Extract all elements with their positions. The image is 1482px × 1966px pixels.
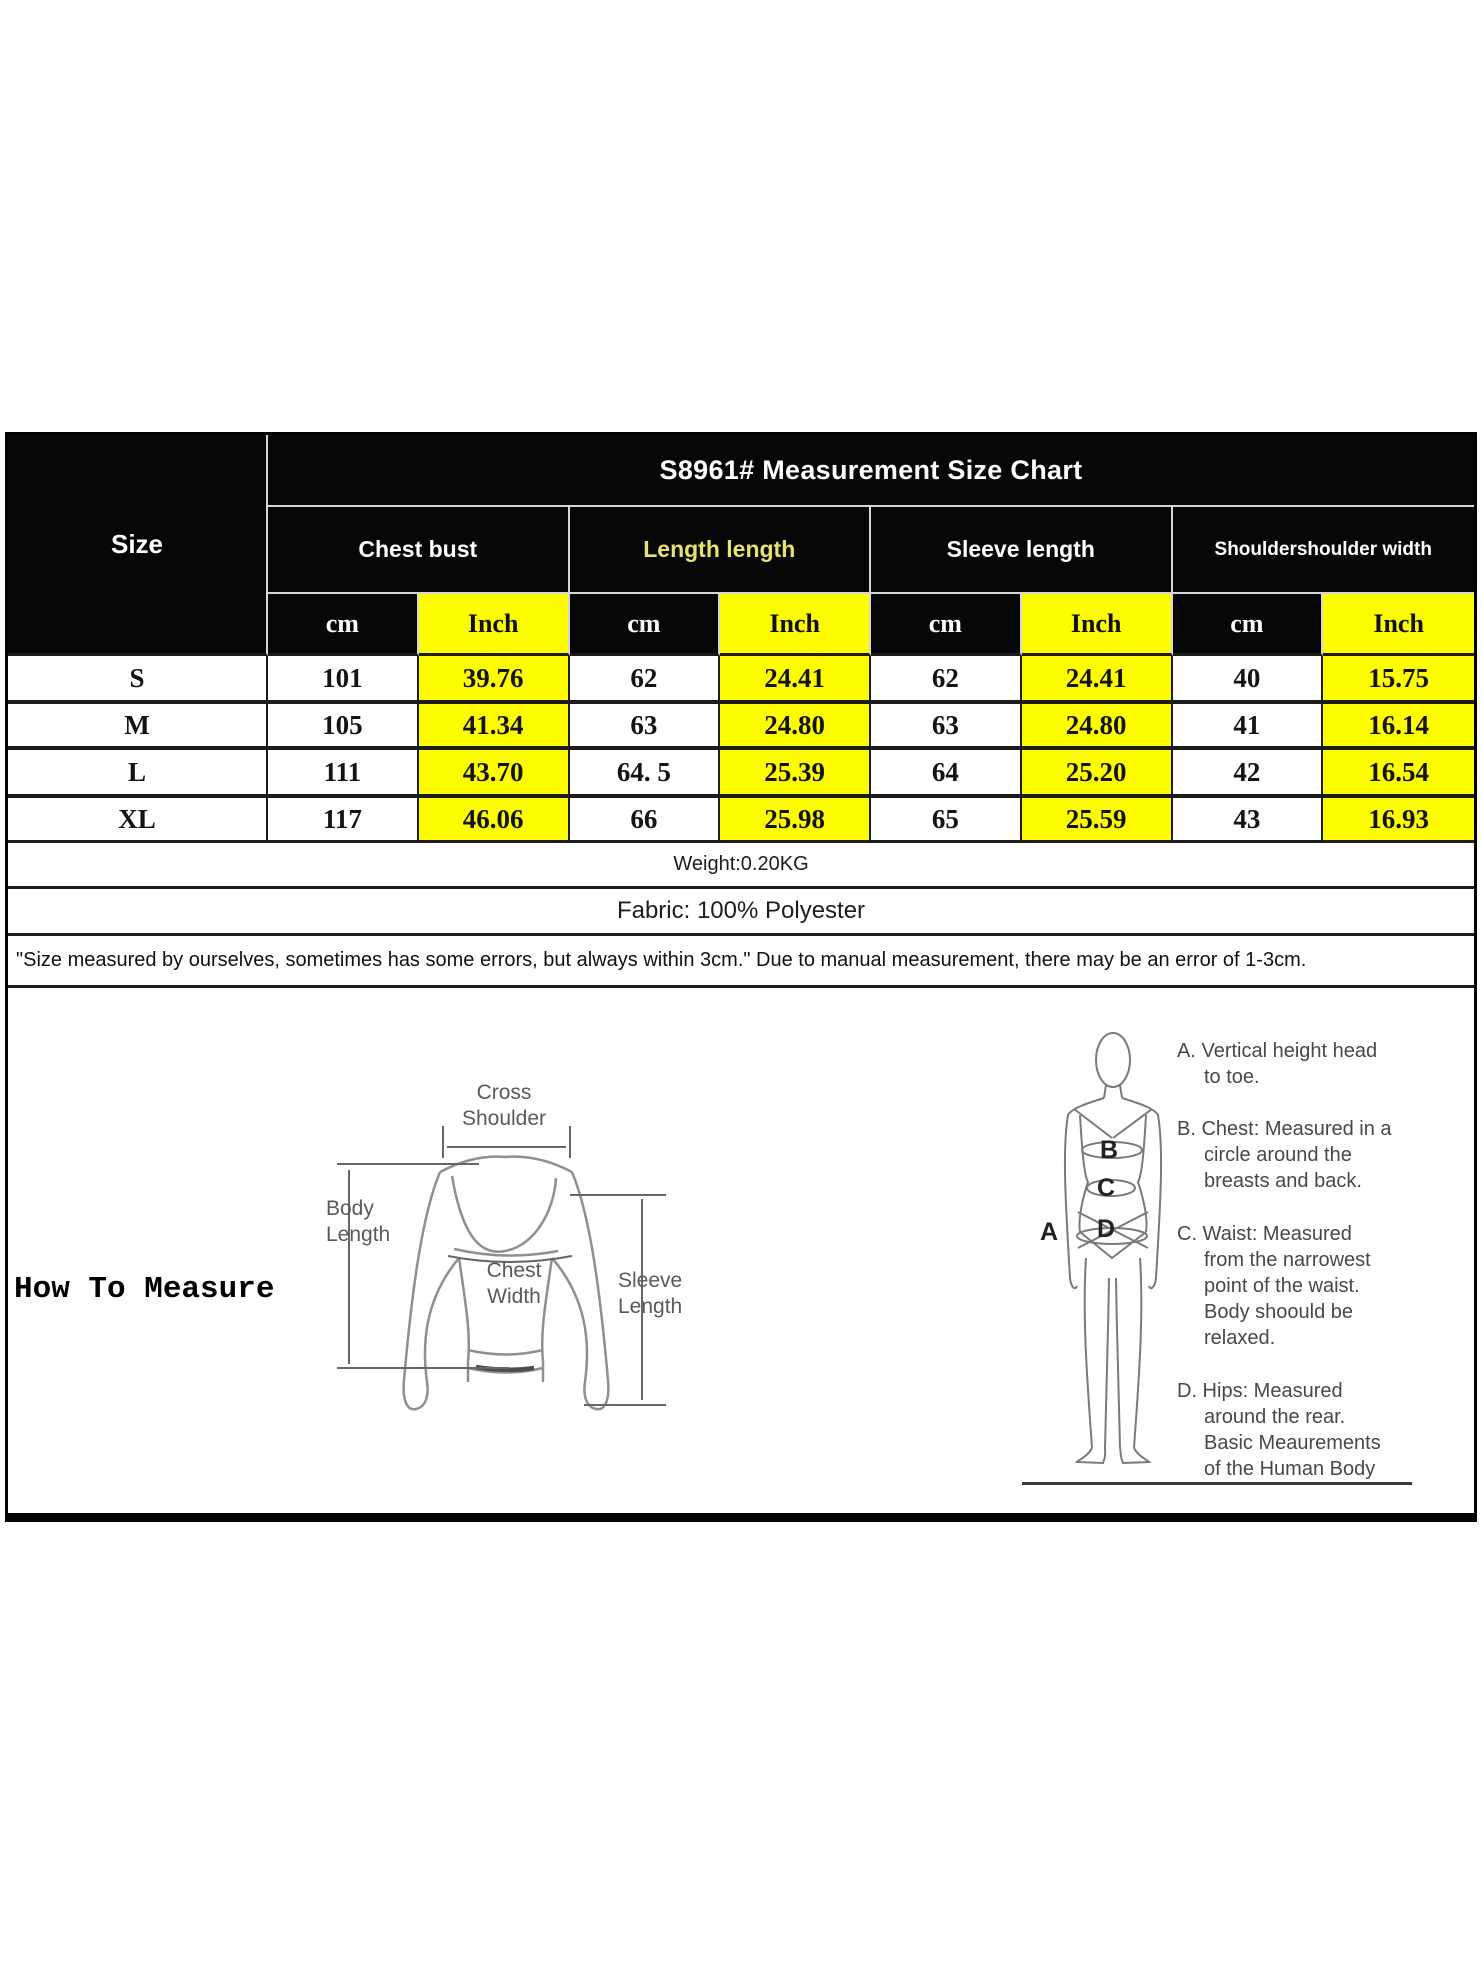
figure-letter-a: A: [1040, 1218, 1059, 1246]
how-to-measure-section: [8, 988, 1474, 1513]
table-cell: 62: [570, 656, 721, 704]
column-group-length: Length length: [570, 507, 872, 594]
table-cell: 46.06: [419, 798, 570, 843]
table-cell: 42: [1173, 750, 1324, 798]
note-chest: B. Chest: Measured in a circle around the breasts and back.: [1177, 1118, 1392, 1192]
table-cell: 24.80: [1022, 704, 1173, 750]
table-cell: 25.98: [720, 798, 871, 843]
body-figure-diagram: [1040, 1020, 1170, 1470]
table-cell: 105: [268, 704, 419, 750]
size-cell: M: [8, 704, 268, 750]
size-cell: S: [8, 656, 268, 704]
table-cell: 16.93: [1323, 798, 1474, 843]
body-length-label: Body Length: [326, 1197, 391, 1246]
table-cell: 63: [871, 704, 1022, 750]
table-title: S8961# Measurement Size Chart: [268, 435, 1474, 507]
column-group-chest-bust: Chest bust: [268, 507, 570, 594]
how-to-measure-heading: How To Measure: [14, 1272, 275, 1307]
note-waist: C. Waist: Measured from the narrowest point of the waist. Body shoould be relaxed.: [1177, 1223, 1371, 1349]
table-cell: 41: [1173, 704, 1324, 750]
chest-width-label: Chest Width: [486, 1259, 542, 1308]
table-cell: 40: [1173, 656, 1324, 704]
table-cell: 62: [871, 656, 1022, 704]
size-chart-table: [5, 432, 1477, 1522]
unit-header-shoulder-inch: Inch: [1323, 594, 1474, 656]
note-hips: D. Hips: Measured around the rear. Basic Meaurements of the Human Body: [1177, 1380, 1381, 1480]
table-cell: 43.70: [419, 750, 570, 798]
table-cell: 101: [268, 656, 419, 704]
table-cell: 63: [570, 704, 721, 750]
table-cell: 25.59: [1022, 798, 1173, 843]
weight-row: Weight:0.20KG: [8, 843, 1474, 889]
unit-header-length-inch: Inch: [720, 594, 871, 656]
table-cell: 16.54: [1323, 750, 1474, 798]
column-group-shoulder-width: Shouldershoulder width: [1173, 507, 1475, 594]
table-cell: 43: [1173, 798, 1324, 843]
table-cell: 25.39: [720, 750, 871, 798]
table-cell: 117: [268, 798, 419, 843]
size-cell: XL: [8, 798, 268, 843]
fabric-row: Fabric: 100% Polyester: [8, 889, 1474, 936]
sleeve-length-label: Sleeve Length: [618, 1269, 683, 1318]
note-vertical-height: A. Vertical height head to toe.: [1177, 1040, 1378, 1088]
cross-shoulder-label: Cross Shoulder: [461, 1081, 547, 1130]
unit-header-length-cm: cm: [570, 594, 721, 656]
unit-header-shoulder-cm: cm: [1173, 594, 1324, 656]
table-cell: 65: [871, 798, 1022, 843]
table-cell: 24.41: [1022, 656, 1173, 704]
table-cell: 64. 5: [570, 750, 721, 798]
size-column-header: Size: [8, 435, 268, 656]
table-cell: 41.34: [419, 704, 570, 750]
unit-header-sleeve-cm: cm: [871, 594, 1022, 656]
table-cell: 64: [871, 750, 1022, 798]
table-cell: 24.80: [720, 704, 871, 750]
disclaimer-row: "Size measured by ourselves, sometimes has some errors, but always within 3cm." Due to manual measurement, there may be an error of 1-3cm.: [8, 936, 1474, 988]
table-cell: 25.20: [1022, 750, 1173, 798]
unit-header-chest-cm: cm: [268, 594, 419, 656]
table-cell: 15.75: [1323, 656, 1474, 704]
figure-letter-b: B: [1100, 1136, 1119, 1164]
size-cell: L: [8, 750, 268, 798]
figure-letter-c: C: [1097, 1174, 1116, 1202]
table-cell: 66: [570, 798, 721, 843]
unit-header-sleeve-inch: Inch: [1022, 594, 1173, 656]
table-cell: 24.41: [720, 656, 871, 704]
table-cell: 111: [268, 750, 419, 798]
unit-header-chest-inch: Inch: [419, 594, 570, 656]
table-cell: 39.76: [419, 656, 570, 704]
notes-underline: [1022, 1482, 1412, 1485]
table-cell: 16.14: [1323, 704, 1474, 750]
figure-letter-d: D: [1097, 1215, 1116, 1243]
column-group-sleeve-length: Sleeve length: [871, 507, 1173, 594]
